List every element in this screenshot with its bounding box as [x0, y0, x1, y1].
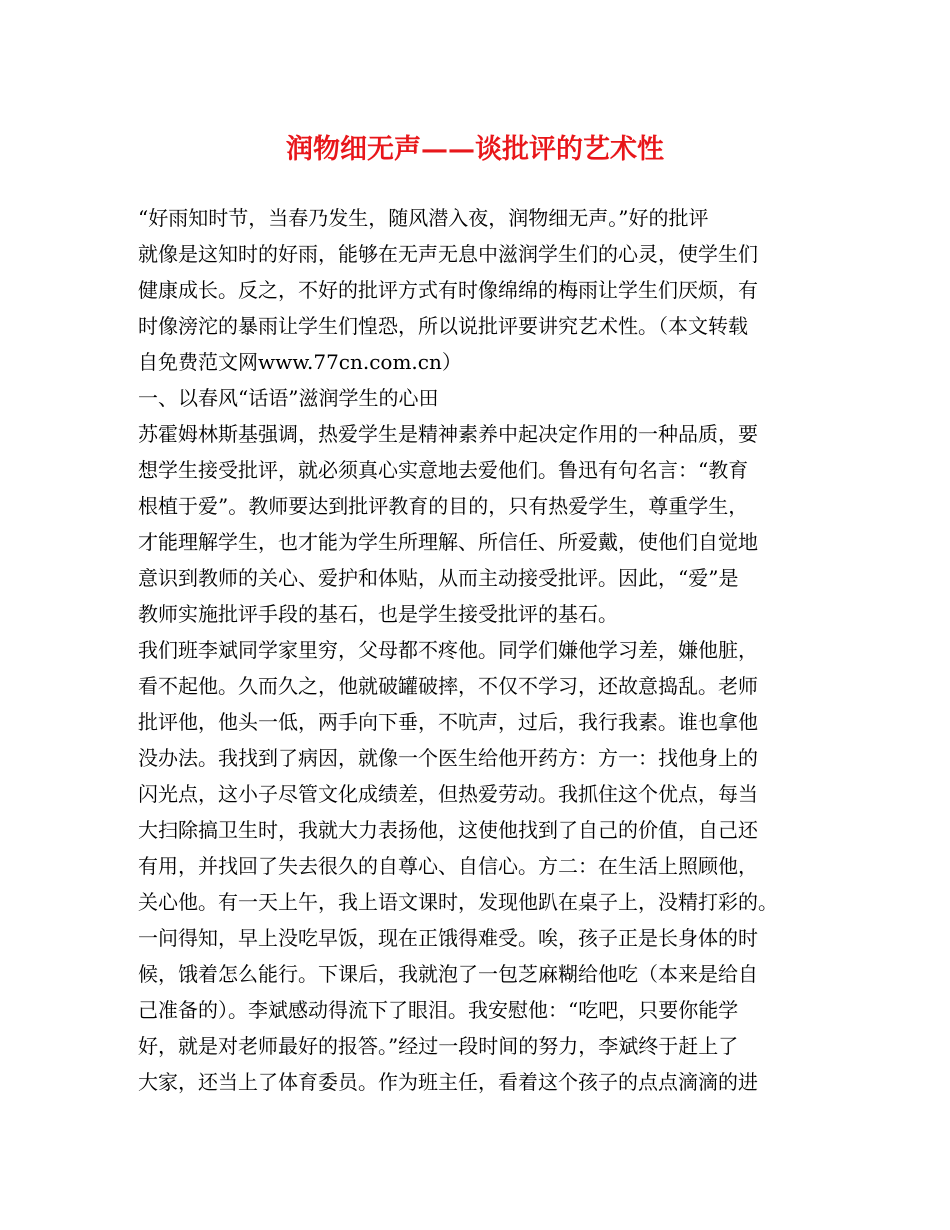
text-line: 就像是这知时的好雨，能够在无声无息中滋润学生们的心灵，使学生们	[138, 242, 758, 266]
text-line: 我们班李斌同学家里穷，父母都不疼他。同学们嫌他学习差，嫌他脏，	[138, 638, 758, 662]
text-line: 有用，并找回了失去很久的自尊心、自信心。方二：在生活上照顾他，	[138, 854, 758, 878]
text-line: 候，饿着怎么能行。下课后，我就泡了一包芝麻糊给他吃（本来是给自	[138, 962, 758, 986]
text-line: 批评他，他头一低，两手向下垂，不吭声，过后，我行我素。谁也拿他	[138, 710, 758, 734]
document-title: 润物细无声——谈批评的艺术性	[286, 134, 664, 165]
text-line: 一问得知，早上没吃早饭，现在正饿得难受。唉，孩子正是长身体的时	[138, 926, 758, 950]
text-line: 时像滂沱的暴雨让学生们惶恐，所以说批评要讲究艺术性。（本文转载	[138, 314, 748, 338]
text-line: 闪光点，这小子尽管文化成绩差，但热爱劳动。我抓住这个优点，每当	[138, 782, 758, 806]
text-line: 才能理解学生，也才能为学生所理解、所信任、所爱戴，使他们自觉地	[138, 530, 758, 554]
text-line: 想学生接受批评，就必须真心实意地去爱他们。鲁迅有句名言：“教育	[138, 458, 749, 482]
text-line: 没办法。我找到了病因，就像一个医生给他开药方：方一：找他身上的	[138, 746, 758, 770]
text-line: “好雨知时节，当春乃发生，随风潜入夜，润物细无声。”好的批评	[138, 206, 709, 230]
text-line: 看不起他。久而久之，他就破罐破摔，不仅不学习，还故意捣乱。老师	[138, 674, 758, 698]
text-line: 好，就是对老师最好的报答。”经过一段时间的努力，李斌终于赶上了	[138, 1034, 739, 1058]
text-line: 健康成长。反之，不好的批评方式有时像绵绵的梅雨让学生们厌烦，有	[138, 278, 758, 302]
text-line: 意识到教师的关心、爱护和体贴，从而主动接受批评。因此，“爱”是	[138, 566, 739, 590]
text-line: 己准备的）。李斌感动得流下了眼泪。我安慰他：“吃吧，只要你能学	[138, 998, 739, 1022]
text-line: 大家，还当上了体育委员。作为班主任，看着这个孩子的点点滴滴的进	[138, 1070, 758, 1094]
text-line: 自免费范文网www.77cn.com.cn）	[138, 350, 462, 374]
text-line: 根植于爱”。教师要达到批评教育的目的，只有热爱学生，尊重学生，	[138, 494, 749, 518]
text-line: 教师实施批评手段的基石，也是学生接受批评的基石。	[138, 602, 618, 626]
section-heading: 一、以春风“话语”滋润学生的心田	[138, 386, 439, 410]
text-line: 大扫除搞卫生时，我就大力表扬他，这使他找到了自己的价值，自己还	[138, 818, 758, 842]
text-line: 关心他。有一天上午，我上语文课时，发现他趴在桌子上，没精打彩的。	[138, 890, 778, 914]
document-body	[138, 200, 838, 1100]
text-line: 苏霍姆林斯基强调，热爱学生是精神素养中起决定作用的一种品质，要	[138, 422, 758, 446]
